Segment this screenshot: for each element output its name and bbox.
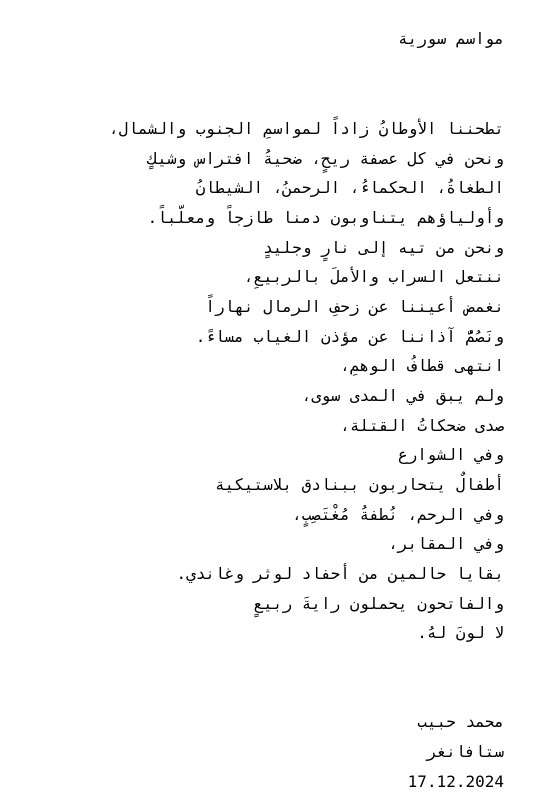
poem-line-7: نغمض أعيننا عن زحفِ الرمال نهاراً: [205, 297, 504, 316]
poem-line-9: انتهى قطافُ الوهمِ،: [340, 356, 504, 375]
poem-line-12: وفي الشوارع: [398, 445, 504, 464]
date-line: 17.12.2024: [407, 772, 504, 791]
poem-line-18: لا لونَ لهُ.: [417, 623, 504, 642]
poem-line-2: ونحن في كل عصفة ريحٍ، ضحيةُ افتراس وشيكٍ: [147, 149, 504, 168]
poem-line-14: وفي الرحم، نُطفةُ مُغْتَصِبٍ،: [292, 505, 504, 524]
author-name: محمد حبيب: [417, 712, 504, 731]
poem-line-8: ونَصُمُّ آذاننا عن مؤذن الغياب مساءً.: [195, 327, 504, 346]
poem-line-16: بقايا حالمين من أحفاد لوثر وغاندي.: [176, 564, 504, 583]
poem-line-15: وفي المقابر،: [388, 534, 504, 553]
poem-line-13: أطفالٌ يتحاربون ببنادق بلاستيكية: [215, 475, 504, 494]
poem-line-17: والفاتحون يحملون رايةَ ربيعٍ: [253, 594, 504, 613]
poem-line-6: ننتعل السراب والأملَ بالربيعِ،: [243, 267, 504, 286]
poem-line-4: وأولياؤهم يتناوبون دمنا طازجاً ومعلّباً.: [147, 208, 504, 227]
place-name: ستافانغر: [426, 742, 504, 761]
poem-line-11: صدى ضحكاتُ القتلة،: [340, 416, 504, 435]
poem-line-10: ولم يبق في المدى سوى،: [301, 386, 504, 405]
poem-line-1: تطحننا الأوطانُ زاداً لمواسمِ الجنوب والشمال،: [109, 119, 504, 138]
poem-title: مواسم سورية: [398, 29, 504, 48]
poem-line-5: ونحن من تيه إلى نارٍ وجليدٍ: [263, 238, 504, 257]
poem-line-3: الطغاةُ، الحكماءُ، الرحمنُ، الشيطانُ: [195, 178, 504, 197]
